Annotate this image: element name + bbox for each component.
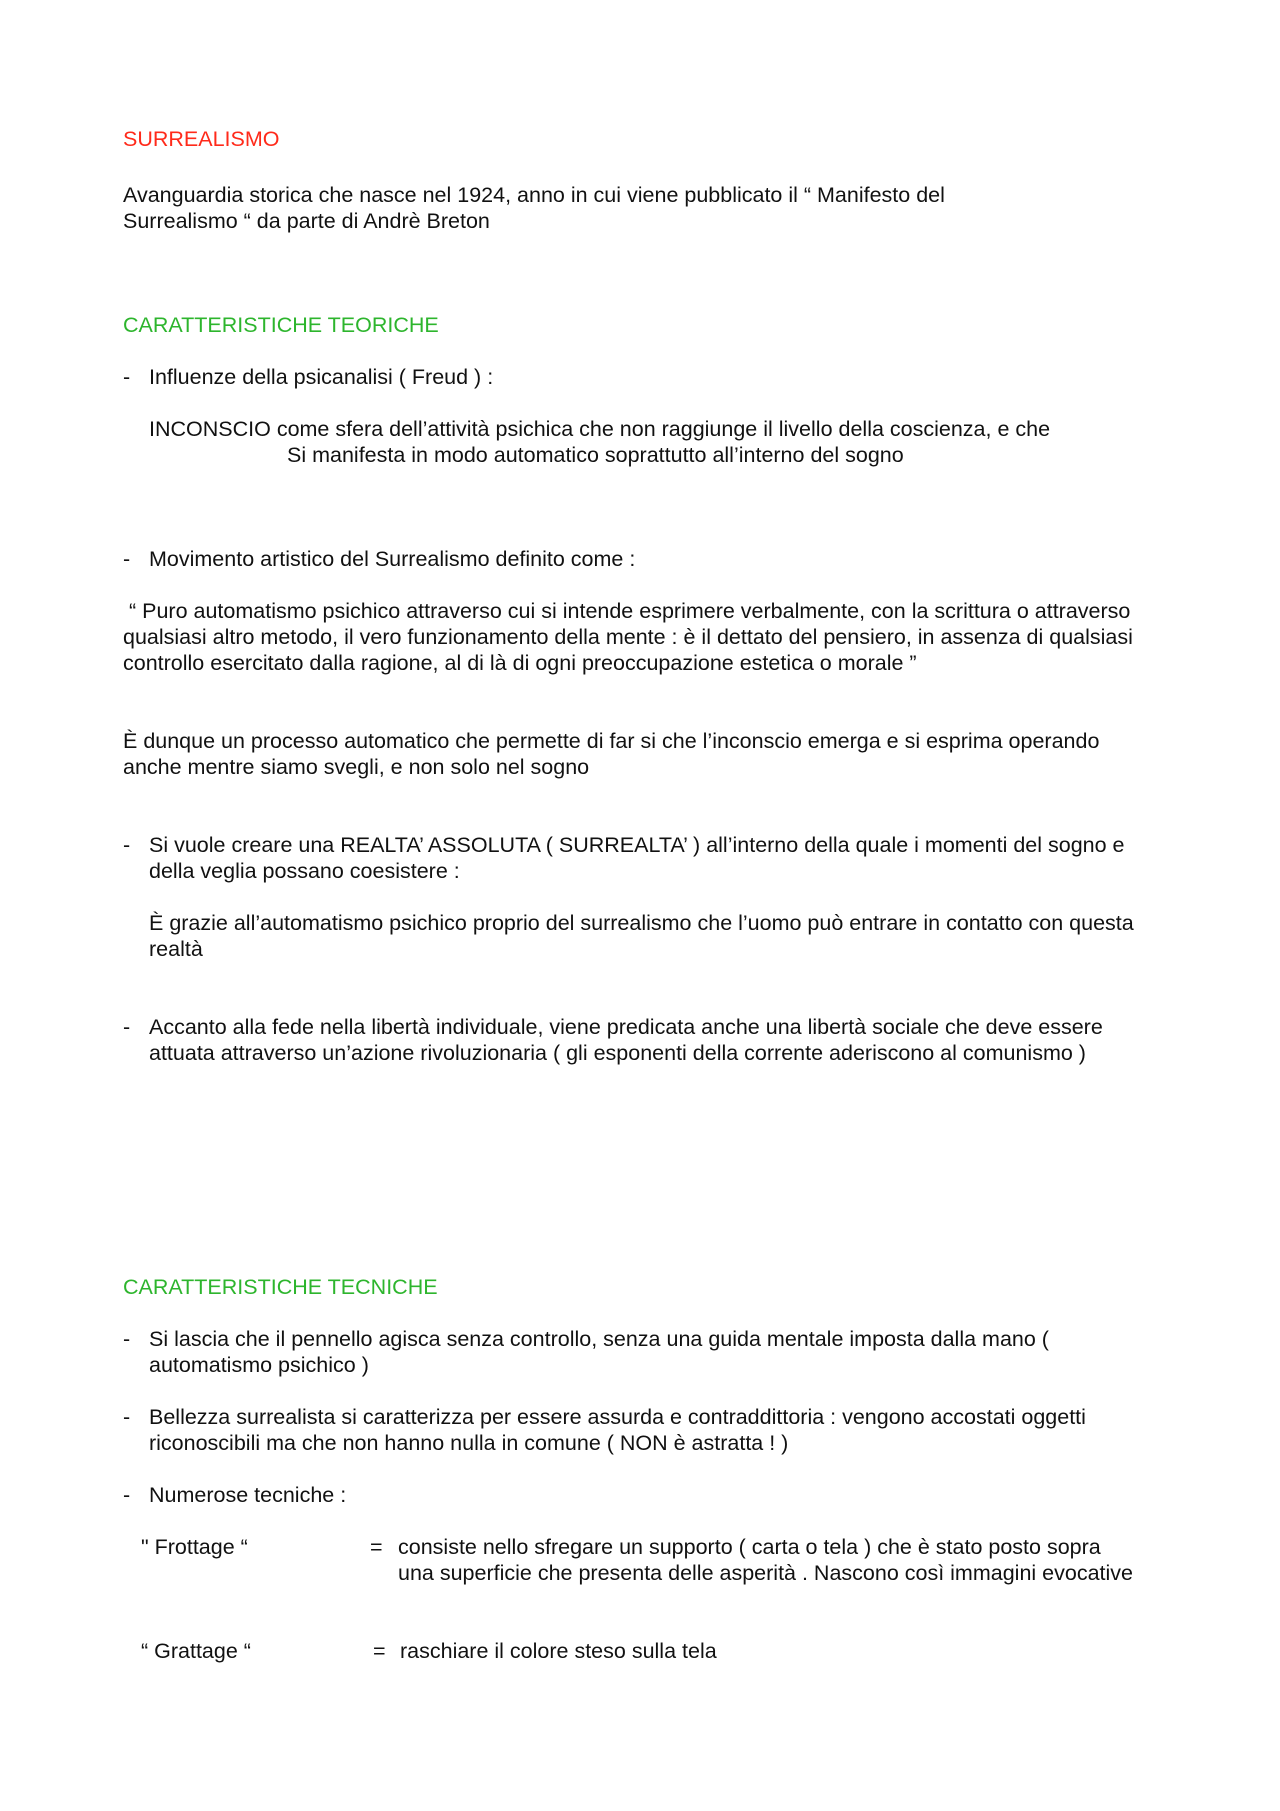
intro-paragraph: Avanguardia storica che nasce nel 1924, anno in cui viene pubblicato il “ Manifesto del Surrealismo “ da parte di Andrè Breton [123,183,945,233]
bullet-text: Bellezza surrealista si caratterizza per essere assurda e contraddittoria : vengono accostati oggetti riconoscibili ma che non hanno nulla in comune ( NON è astratta ! ) [149,1405,1086,1455]
technique-equals: = [370,1535,383,1559]
technique-name: " Frottage “ [141,1535,248,1559]
section-heading-theory: CARATTERISTICHE TEORICHE [123,313,439,337]
bullet-dash: - [123,1405,131,1429]
bullet-dash: - [123,1327,131,1351]
bullet-dash: - [123,833,131,857]
document-title: SURREALISMO [123,127,280,151]
bullet-text: Numerose tecniche : [149,1483,347,1507]
manifesto-quote: “ Puro automatismo psichico attraverso cui si intende esprimere verbalmente, con la scrittura o attraverso qualsiasi altro metodo, il vero funzionamento della mente : è il dettato del pensiero, in assenza di qualsiasi controllo esercitato dalla ragione, al di là di ogni preoccupazione estetica o morale ” [123,599,1139,675]
surrealta-subparagraph: È grazie all’automatismo psichico proprio del surrealismo che l’uomo può entrare in contatto con questa realtà [149,911,1134,961]
technique-description: raschiare il colore steso sulla tela [400,1639,717,1663]
bullet-dash: - [123,547,131,571]
inconscio-definition-line2: Si manifesta in modo automatico soprattutto all’interno del sogno [287,443,904,467]
technique-equals: = [373,1639,386,1663]
technique-description: consiste nello sfregare un supporto ( carta o tela ) che è stato posto sopra una superficie che presenta delle asperità . Nascono così immagini evocative [398,1535,1133,1585]
bullet-text: Accanto alla fede nella libertà individuale, viene predicata anche una libertà sociale che deve essere attuata attraverso un’azione rivoluzionaria ( gli esponenti della corrente aderiscono al comunismo ) [149,1015,1103,1065]
technique-name: “ Grattage “ [141,1639,251,1663]
bullet-dash: - [123,365,131,389]
section-heading-tech: CARATTERISTICHE TECNICHE [123,1275,438,1299]
bullet-dash: - [123,1483,131,1507]
bullet-dash: - [123,1015,131,1039]
bullet-text: Si lascia che il pennello agisca senza controllo, senza una guida mentale imposta dalla mano ( automatismo psichico ) [149,1327,1049,1377]
bullet-text: Movimento artistico del Surrealismo definito come : [149,547,636,571]
inconscio-definition-line1: INCONSCIO come sfera dell’attività psichica che non raggiunge il livello della coscienza, e che [149,417,1051,441]
bullet-text: Si vuole creare una REALTA’ ASSOLUTA ( SURREALTA’ ) all’interno della quale i momenti del sogno e della veglia possano coesistere : [149,833,1125,883]
process-paragraph: È dunque un processo automatico che permette di far si che l’inconscio emerga e si esprima operando anche mentre siamo svegli, e non solo nel sogno [123,729,1100,779]
bullet-text: Influenze della psicanalisi ( Freud ) : [149,365,494,389]
